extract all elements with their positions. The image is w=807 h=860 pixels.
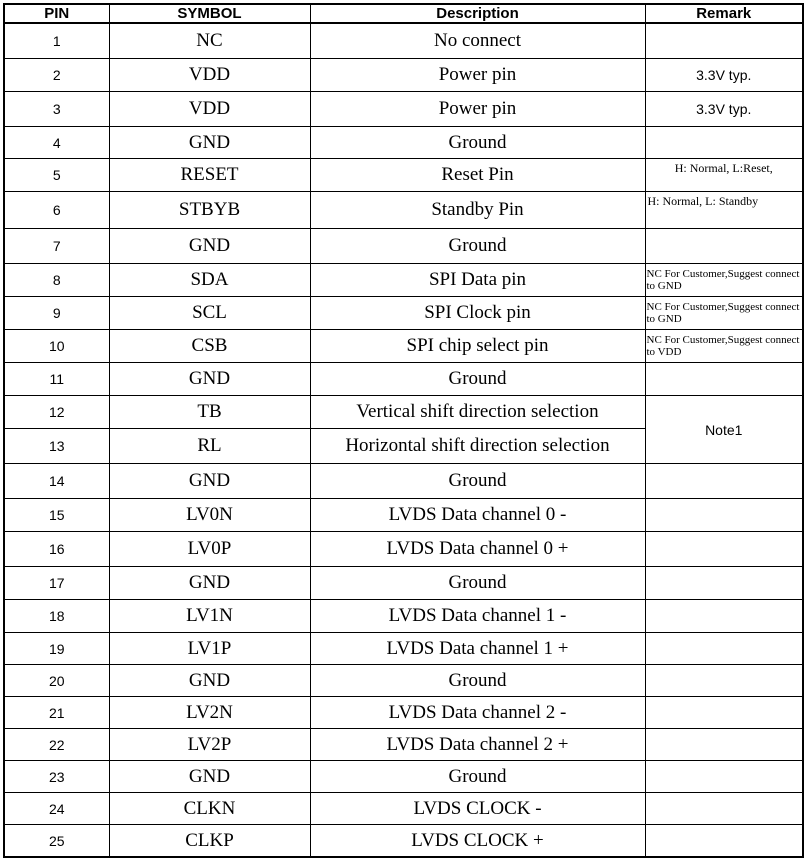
pin-remark [645, 23, 803, 59]
table-row [4, 297, 803, 330]
pin-symbol: STBYB [109, 192, 310, 229]
pin-remark: 3.3V typ. [645, 59, 803, 92]
pin-number: 2 [4, 59, 109, 92]
pin-symbol: GND [109, 665, 310, 697]
pin-symbol: GND [109, 127, 310, 159]
header-row [4, 4, 803, 23]
pin-description: Power pin [310, 92, 645, 127]
header-description: Description [310, 4, 645, 23]
table-row [4, 729, 803, 761]
pin-number: 24 [4, 793, 109, 825]
table-row [4, 761, 803, 793]
table-row [4, 127, 803, 159]
pin-number: 17 [4, 567, 109, 600]
pin-number: 14 [4, 464, 109, 499]
pin-symbol: GND [109, 464, 310, 499]
pin-symbol: SCL [109, 297, 310, 330]
table-row [4, 363, 803, 396]
pin-symbol: LV2N [109, 697, 310, 729]
pin-symbol: CLKP [109, 825, 310, 858]
pin-number: 18 [4, 600, 109, 633]
table-row [4, 229, 803, 264]
pin-symbol: GND [109, 761, 310, 793]
pin-symbol: LV2P [109, 729, 310, 761]
table-row [4, 793, 803, 825]
pin-symbol: LV1P [109, 633, 310, 665]
pin-description: Power pin [310, 59, 645, 92]
header-symbol: SYMBOL [109, 4, 310, 23]
pin-symbol: SDA [109, 264, 310, 297]
pin-description: LVDS Data channel 2 + [310, 729, 645, 761]
pin-description: LVDS Data channel 1 - [310, 600, 645, 633]
pin-symbol: GND [109, 567, 310, 600]
table-row [4, 600, 803, 633]
table-row [4, 396, 803, 429]
pin-remark [645, 633, 803, 665]
pin-description: Ground [310, 127, 645, 159]
pin-remark [645, 665, 803, 697]
pin-number: 9 [4, 297, 109, 330]
table-row [4, 330, 803, 363]
table-row [4, 567, 803, 600]
pin-remark [645, 729, 803, 761]
pin-description: SPI Clock pin [310, 297, 645, 330]
table-row [4, 264, 803, 297]
pin-description: Horizontal shift direction selection [310, 429, 645, 464]
pin-symbol: VDD [109, 92, 310, 127]
pin-number: 13 [4, 429, 109, 464]
pin-number: 25 [4, 825, 109, 858]
pin-number: 6 [4, 192, 109, 229]
table-row [4, 59, 803, 92]
pin-symbol: LV1N [109, 600, 310, 633]
pin-remark-note: Note1 [645, 396, 803, 464]
pin-remark [645, 499, 803, 532]
table-row [4, 159, 803, 192]
pin-remark: H: Normal, L:Reset, [645, 159, 803, 192]
header-pin: PIN [4, 4, 109, 23]
pin-number: 20 [4, 665, 109, 697]
pin-remark [645, 532, 803, 567]
pin-symbol: VDD [109, 59, 310, 92]
pin-remark [645, 567, 803, 600]
table-row [4, 697, 803, 729]
table-row [4, 92, 803, 127]
pin-symbol: TB [109, 396, 310, 429]
pin-description: LVDS Data channel 2 - [310, 697, 645, 729]
pin-description: LVDS CLOCK + [310, 825, 645, 858]
pin-remark [645, 825, 803, 858]
pin-symbol: GND [109, 363, 310, 396]
pin-description: Ground [310, 665, 645, 697]
pin-symbol: LV0N [109, 499, 310, 532]
pin-number: 12 [4, 396, 109, 429]
pin-symbol: LV0P [109, 532, 310, 567]
pin-number: 19 [4, 633, 109, 665]
pin-number: 16 [4, 532, 109, 567]
pin-remark: NC For Customer,Suggest connect to GND [645, 264, 803, 297]
pin-description: SPI Data pin [310, 264, 645, 297]
pin-remark: H: Normal, L: Standby [645, 192, 803, 229]
pin-remark: 3.3V typ. [645, 92, 803, 127]
pin-number: 21 [4, 697, 109, 729]
pin-symbol: NC [109, 23, 310, 59]
pin-number: 5 [4, 159, 109, 192]
pin-description: Ground [310, 567, 645, 600]
pin-description: LVDS CLOCK - [310, 793, 645, 825]
pin-description: Reset Pin [310, 159, 645, 192]
pin-remark [645, 793, 803, 825]
table-row [4, 23, 803, 59]
pin-symbol: GND [109, 229, 310, 264]
pin-remark [645, 363, 803, 396]
pin-remark [645, 600, 803, 633]
pin-description: Ground [310, 761, 645, 793]
pin-description: Ground [310, 464, 645, 499]
table-row [4, 464, 803, 499]
pin-description: Ground [310, 363, 645, 396]
table-row [4, 825, 803, 858]
table-row [4, 192, 803, 229]
pin-description: Standby Pin [310, 192, 645, 229]
pin-description: Ground [310, 229, 645, 264]
pin-remark: NC For Customer,Suggest connect to VDD [645, 330, 803, 363]
pin-description: Vertical shift direction selection [310, 396, 645, 429]
pin-number: 8 [4, 264, 109, 297]
pin-remark [645, 697, 803, 729]
pin-symbol: RL [109, 429, 310, 464]
pin-description: No connect [310, 23, 645, 59]
pin-remark [645, 127, 803, 159]
pin-description: LVDS Data channel 0 - [310, 499, 645, 532]
pin-definition-table [3, 3, 804, 858]
pin-symbol: CSB [109, 330, 310, 363]
header-remark: Remark [645, 4, 803, 23]
pin-number: 4 [4, 127, 109, 159]
pin-number: 11 [4, 363, 109, 396]
table-row [4, 665, 803, 697]
pin-number: 23 [4, 761, 109, 793]
pin-number: 1 [4, 23, 109, 59]
pin-remark [645, 464, 803, 499]
pin-symbol: RESET [109, 159, 310, 192]
pin-number: 22 [4, 729, 109, 761]
table-row [4, 532, 803, 567]
pin-description: SPI chip select pin [310, 330, 645, 363]
pin-number: 15 [4, 499, 109, 532]
pin-description: LVDS Data channel 1 + [310, 633, 645, 665]
pin-number: 7 [4, 229, 109, 264]
pin-description: LVDS Data channel 0 + [310, 532, 645, 567]
pin-symbol: CLKN [109, 793, 310, 825]
pin-remark: NC For Customer,Suggest connect to GND [645, 297, 803, 330]
table-row [4, 633, 803, 665]
pin-number: 10 [4, 330, 109, 363]
table-row [4, 499, 803, 532]
pin-remark [645, 229, 803, 264]
pin-number: 3 [4, 92, 109, 127]
pin-remark [645, 761, 803, 793]
